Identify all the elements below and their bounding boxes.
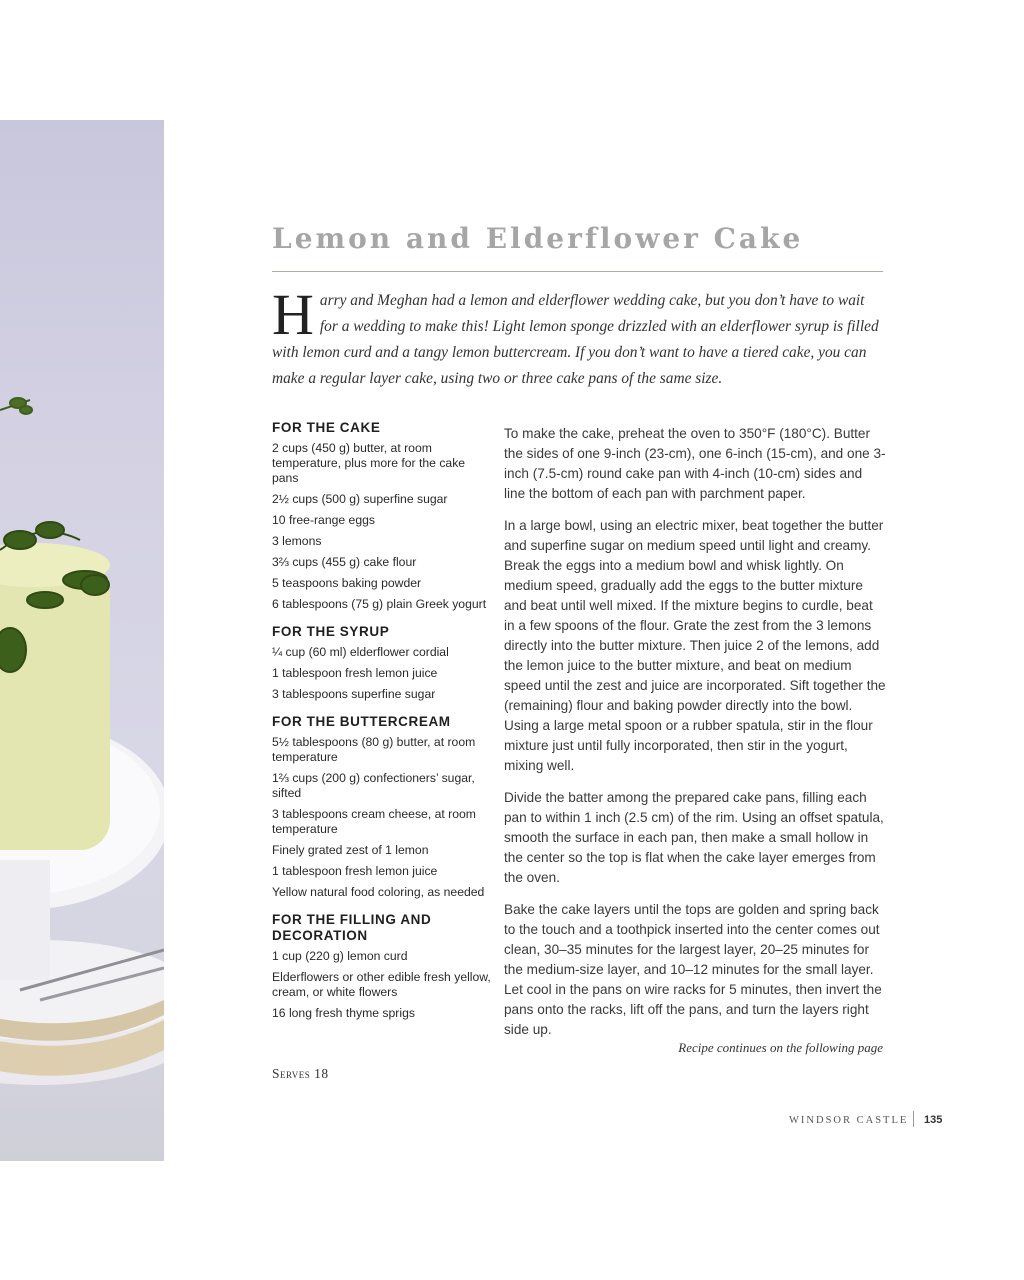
method-steps xyxy=(504,424,886,1052)
method-paragraph: To make the cake, preheat the oven to 350°F (180°C). Butter the sides of one 9-inch (23-cm), one 6-inch (15-cm), and one 3-inch (7.5-cm) round cake pan with 4-inch (10-cm) sides and line the bottom of each pan with parchment paper. xyxy=(504,426,886,501)
ingredient-group xyxy=(272,624,494,702)
ingredient-group xyxy=(272,420,494,612)
footer-divider xyxy=(913,1111,914,1127)
ingredients-list xyxy=(272,420,494,1033)
ingredient-item: 1 tablespoon fresh lemon juice xyxy=(272,666,438,680)
cake-photo xyxy=(0,120,164,1161)
ingredient-item: 2½ cups (500 g) superfine sugar xyxy=(272,492,448,506)
ingredient-item: 5½ tablespoons (80 g) butter, at room temperature xyxy=(272,735,476,764)
ingredient-item: 1 cup (220 g) lemon curd xyxy=(272,949,408,963)
ingredient-item: Finely grated zest of 1 lemon xyxy=(272,843,429,857)
ingredient-item: 3 tablespoons cream cheese, at room temperature xyxy=(272,807,476,836)
title-rule xyxy=(272,271,883,272)
method-paragraph: Bake the cake layers until the tops are golden and spring back to the touch and a toothpick inserted into the center comes out clean, 30–35 minutes for the largest layer, 20–25 minutes for the medium-size layer, and 10–12 minutes for the small layer. Let cool in the pans on wire racks for 5 minutes, then invert the pans onto the racks, lift off the pans, and turn the layers right side up. xyxy=(504,902,882,1037)
cake-photo-illustration xyxy=(0,120,164,1161)
drop-cap: H xyxy=(272,282,314,347)
ingredient-item: Yellow natural food coloring, as needed xyxy=(272,885,485,899)
intro-text: arry and Meghan had a lemon and elderflower wedding cake, but you don’t have to wait for a wedding to make this! Light lemon sponge drizzled with an elderflower syrup is filled with lemon curd and a tangy lemon buttercream. If you don’t want to have a tiered cake, you can make a regular layer cake, using two or three cake pans of the same size. xyxy=(272,292,879,387)
ingredient-group xyxy=(272,912,494,1021)
ingredient-group-heading: FOR THE CAKE xyxy=(272,420,381,435)
ingredient-item: 3⅔ cups (455 g) cake flour xyxy=(272,555,417,569)
recipe-intro xyxy=(272,282,884,392)
ingredient-item: 10 free-range eggs xyxy=(272,513,375,527)
ingredient-item: ¼ cup (60 ml) elderflower cordial xyxy=(272,645,449,659)
ingredient-group-heading: FOR THE FILLING AND DECORATION xyxy=(272,912,432,943)
method-paragraph: In a large bowl, using an electric mixer, beat together the butter and superfine sugar on medium speed until light and creamy. Break the eggs into a medium bowl and whisk lightly. On medium speed, gradually add the eggs to the butter mixture and beat until well mixed. If the mixture begins to curdle, beat in a few spoons of the flour. Grate the zest from the 3 lemons directly into the butter mixture. Then juice 2 of the lemons, add the lemon juice to the butter mixture, and beat on medium speed until the zest and juice are incorporated. Sift together the (remaining) flour and baking powder directly into the bowl. Using a large metal spoon or a rubber spatula, stir in the flour mixture just until fully incorporated, then stir in the yogurt, mixing well. xyxy=(504,518,886,773)
ingredient-item: 5 teaspoons baking powder xyxy=(272,576,422,590)
ingredient-group xyxy=(272,714,494,900)
method-paragraph: Divide the batter among the prepared cake pans, filling each pan to within 1 inch (2.5 cm) of the rim. Using an offset spatula, smooth the surface in each pan, then make a small hollow in the center so the top is flat when the cake layer emerges from the oven. xyxy=(504,790,884,885)
page-number: 135 xyxy=(924,1114,943,1126)
ingredient-item: 3 lemons xyxy=(272,534,322,548)
ingredient-item: 2 cups (450 g) butter, at room temperature, plus more for the cake pans xyxy=(272,441,466,485)
ingredient-item: 1 tablespoon fresh lemon juice xyxy=(272,864,438,878)
ingredient-item: 1⅔ cups (200 g) confectioners’ sugar, sifted xyxy=(272,771,475,800)
recipe-title: Lemon and Elderflower Cake xyxy=(272,222,804,255)
ingredient-item: 16 long fresh thyme sprigs xyxy=(272,1006,415,1020)
ingredient-item: 6 tablespoons (75 g) plain Greek yogurt xyxy=(272,597,487,611)
continues-note: Recipe continues on the following page xyxy=(678,1040,883,1055)
ingredient-item: Elderflowers or other edible fresh yellow, cream, or white flowers xyxy=(272,970,491,999)
footer-section-title: WINDSOR CASTLE xyxy=(789,1115,909,1126)
ingredient-group-heading: FOR THE SYRUP xyxy=(272,624,390,639)
ingredient-group-heading: FOR THE BUTTERCREAM xyxy=(272,714,451,729)
serves-note: Serves 18 xyxy=(272,1066,329,1081)
ingredient-item: 3 tablespoons superfine sugar xyxy=(272,687,436,701)
